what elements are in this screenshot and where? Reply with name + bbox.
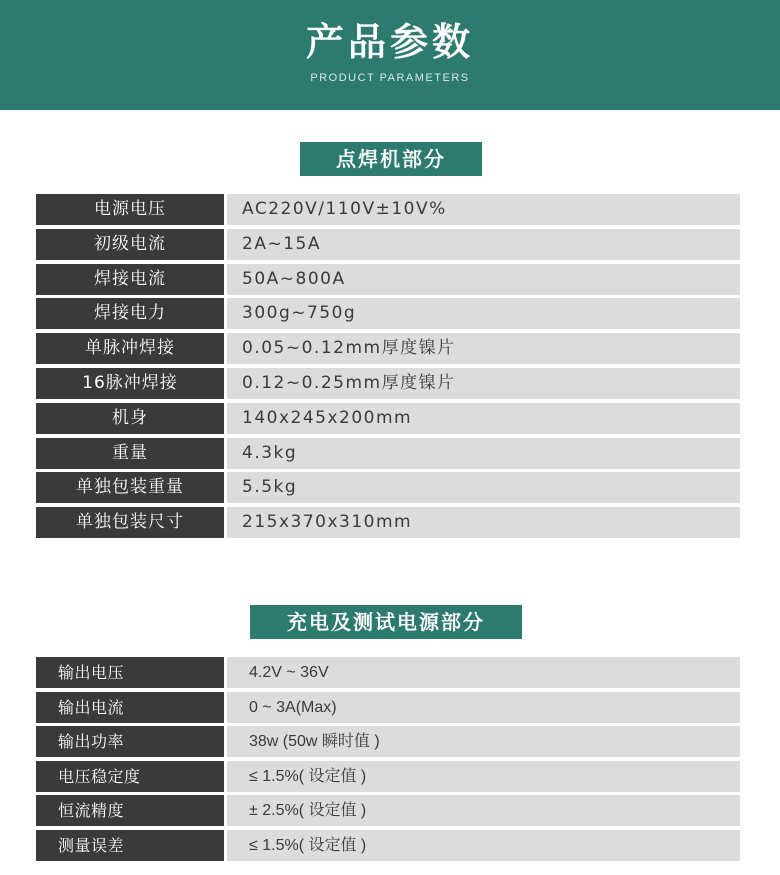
spec-value: ≤ 1.5%( 设定值 ) bbox=[227, 761, 740, 792]
table-row bbox=[36, 438, 740, 469]
table-row bbox=[36, 795, 740, 826]
spec-value: 0 ~ 3A(Max) bbox=[227, 692, 740, 723]
spec-value: 4.2V ~ 36V bbox=[227, 657, 740, 688]
spec-label: 单独包装重量 bbox=[36, 472, 224, 503]
power-supply-section-title: 充电及测试电源部分 bbox=[250, 605, 522, 639]
spec-label: 初级电流 bbox=[36, 229, 224, 260]
spec-value: 0.12~0.25mm厚度镍片 bbox=[227, 368, 740, 399]
spec-value: 140x245x200mm bbox=[227, 403, 740, 434]
spec-label: 恒流精度 bbox=[36, 795, 224, 826]
spec-label: 焊接电流 bbox=[36, 264, 224, 295]
spec-value: 215x370x310mm bbox=[227, 507, 740, 538]
spec-value: 300g~750g bbox=[227, 298, 740, 329]
spec-label: 焊接电力 bbox=[36, 298, 224, 329]
power-supply-spec-table bbox=[36, 657, 740, 865]
spec-value: AC220V/110V±10V% bbox=[227, 194, 740, 225]
spec-label: 测量误差 bbox=[36, 830, 224, 861]
spec-value: 38w (50w 瞬时值 ) bbox=[227, 726, 740, 757]
spot-welder-section-title: 点焊机部分 bbox=[300, 142, 482, 176]
spec-value: ± 2.5%( 设定值 ) bbox=[227, 795, 740, 826]
table-row bbox=[36, 403, 740, 434]
spec-label: 输出电压 bbox=[36, 657, 224, 688]
table-row bbox=[36, 507, 740, 538]
spec-label: 单独包装尺寸 bbox=[36, 507, 224, 538]
spec-label: 电源电压 bbox=[36, 194, 224, 225]
spec-label: 电压稳定度 bbox=[36, 761, 224, 792]
table-row bbox=[36, 472, 740, 503]
spec-value: 5.5kg bbox=[227, 472, 740, 503]
spec-label: 机身 bbox=[36, 403, 224, 434]
table-row bbox=[36, 830, 740, 861]
spec-value: ≤ 1.5%( 设定值 ) bbox=[227, 830, 740, 861]
spec-label: 16脉冲焊接 bbox=[36, 368, 224, 399]
header-banner bbox=[0, 0, 780, 110]
table-row bbox=[36, 726, 740, 757]
table-row bbox=[36, 692, 740, 723]
spec-label: 输出电流 bbox=[36, 692, 224, 723]
table-row bbox=[36, 194, 740, 225]
table-row bbox=[36, 761, 740, 792]
spec-label: 输出功率 bbox=[36, 726, 224, 757]
table-row bbox=[36, 298, 740, 329]
spec-value: 50A~800A bbox=[227, 264, 740, 295]
table-row bbox=[36, 264, 740, 295]
table-row bbox=[36, 333, 740, 364]
spot-welder-spec-table bbox=[36, 194, 740, 542]
spec-label: 重量 bbox=[36, 438, 224, 469]
spec-value: 4.3kg bbox=[227, 438, 740, 469]
table-row bbox=[36, 368, 740, 399]
spec-label: 单脉冲焊接 bbox=[36, 333, 224, 364]
spec-value: 0.05~0.12mm厚度镍片 bbox=[227, 333, 740, 364]
page-title: 产品参数 bbox=[305, 20, 474, 64]
page-subtitle: PRODUCT PARAMETERS bbox=[310, 72, 470, 84]
table-row bbox=[36, 657, 740, 688]
table-row bbox=[36, 229, 740, 260]
spec-value: 2A~15A bbox=[227, 229, 740, 260]
